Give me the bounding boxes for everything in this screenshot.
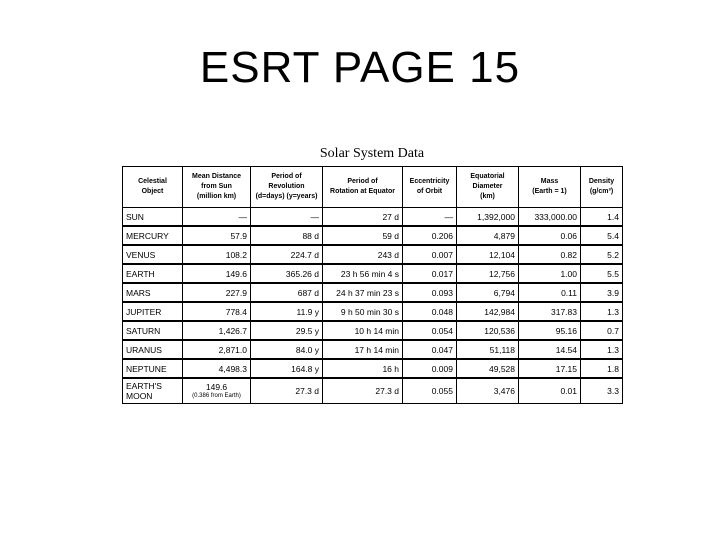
column-header-line-3: (km)	[480, 193, 495, 200]
cell-distance: 4,498.3	[183, 359, 251, 378]
cell-rotation: 27.3 d	[323, 378, 403, 404]
cell-diameter: 12,104	[457, 245, 519, 264]
cell-revolution: 365.26 d	[251, 264, 323, 283]
cell-rotation: 16 h	[323, 359, 403, 378]
column-header-line-2: from Sun	[201, 183, 232, 190]
cell-eccentricity: 0.054	[403, 321, 457, 340]
cell-eccentricity: 0.093	[403, 283, 457, 302]
cell-mass: 333,000.00	[519, 208, 581, 227]
cell-diameter: 3,476	[457, 378, 519, 404]
cell-distance: 149.6	[183, 264, 251, 283]
cell-revolution: —	[251, 208, 323, 227]
table-row	[123, 283, 623, 302]
cell-distance: 57.9	[183, 226, 251, 245]
cell-revolution: 27.3 d	[251, 378, 323, 404]
table-row-earths-moon	[123, 378, 623, 404]
slide-title: ESRT PAGE 15	[199, 43, 521, 92]
column-header-period-of-revolution	[251, 167, 323, 208]
moon-object-label: MOON	[126, 391, 153, 401]
column-header-line-2: Revolution	[268, 183, 305, 190]
cell-distance: 1,426.7	[183, 321, 251, 340]
cell-diameter: 120,536	[457, 321, 519, 340]
cell-mass: 317.83	[519, 302, 581, 321]
cell-rotation: 24 h 37 min 23 s	[323, 283, 403, 302]
cell-distance: —	[183, 208, 251, 227]
cell-diameter: 1,392,000	[457, 208, 519, 227]
cell-distance	[183, 378, 251, 404]
column-header-density	[581, 167, 623, 208]
column-header-line-2: Object	[141, 188, 164, 195]
column-header-line-3: (million km)	[196, 193, 237, 200]
cell-diameter: 49,528	[457, 359, 519, 378]
table-row	[123, 321, 623, 340]
cell-density: 3.9	[581, 283, 623, 302]
column-header-line-1: Celestial	[138, 178, 167, 185]
column-header-line-2: Rotation at Equator	[330, 188, 395, 195]
cell-distance: 227.9	[183, 283, 251, 302]
cell-distance: 778.4	[183, 302, 251, 321]
cell-object: VENUS	[123, 245, 183, 264]
column-header-celestial-object	[123, 167, 183, 208]
column-header-equatorial-diameter	[457, 167, 519, 208]
cell-distance: 108.2	[183, 245, 251, 264]
cell-revolution: 687 d	[251, 283, 323, 302]
column-header-line-2: of Orbit	[416, 188, 443, 195]
column-header-line-3: (d=days) (y=years)	[255, 193, 318, 200]
cell-rotation: 243 d	[323, 245, 403, 264]
column-header-line-1: Density	[588, 178, 615, 185]
column-header-mass	[519, 167, 581, 208]
column-header-line-1: Mean Distance	[191, 173, 242, 180]
column-header-line-2: (Earth = 1)	[532, 188, 567, 195]
cell-eccentricity: 0.007	[403, 245, 457, 264]
cell-eccentricity: 0.055	[403, 378, 457, 404]
cell-revolution: 84.0 y	[251, 340, 323, 359]
cell-density: 1.3	[581, 340, 623, 359]
cell-density: 0.7	[581, 321, 623, 340]
cell-object: SUN	[123, 208, 183, 227]
column-header-line-1: Equatorial	[470, 173, 505, 180]
cell-object	[123, 378, 183, 404]
cell-mass: 17.15	[519, 359, 581, 378]
cell-diameter: 6,794	[457, 283, 519, 302]
cell-rotation: 9 h 50 min 30 s	[323, 302, 403, 321]
table-caption: Solar System Data	[319, 146, 425, 161]
column-header-line-1: Mass	[540, 178, 559, 185]
cell-eccentricity: 0.047	[403, 340, 457, 359]
cell-rotation: 23 h 56 min 4 s	[323, 264, 403, 283]
cell-object: MERCURY	[123, 226, 183, 245]
table-row	[123, 340, 623, 359]
cell-object: EARTH	[123, 264, 183, 283]
table-row	[123, 264, 623, 283]
cell-density: 5.2	[581, 245, 623, 264]
cell-revolution: 29.5 y	[251, 321, 323, 340]
cell-object: NEPTUNE	[123, 359, 183, 378]
cell-object: JUPITER	[123, 302, 183, 321]
cell-diameter: 142,984	[457, 302, 519, 321]
solar-system-data-table	[122, 166, 623, 404]
cell-density: 5.5	[581, 264, 623, 283]
cell-eccentricity: 0.206	[403, 226, 457, 245]
cell-density: 1.8	[581, 359, 623, 378]
cell-rotation: 17 h 14 min	[323, 340, 403, 359]
cell-eccentricity: 0.009	[403, 359, 457, 378]
cell-density: 3.3	[581, 378, 623, 404]
cell-revolution: 164.8 y	[251, 359, 323, 378]
cell-mass: 1.00	[519, 264, 581, 283]
cell-mass: 0.11	[519, 283, 581, 302]
cell-object: MARS	[123, 283, 183, 302]
moon-distance-note: (0.386 from Earth)	[192, 393, 241, 399]
cell-diameter: 12,756	[457, 264, 519, 283]
cell-revolution: 224.7 d	[251, 245, 323, 264]
column-header-mean-distance	[183, 167, 251, 208]
table-row	[123, 245, 623, 264]
cell-mass: 95.16	[519, 321, 581, 340]
cell-diameter: 51,118	[457, 340, 519, 359]
cell-density: 1.3	[581, 302, 623, 321]
cell-object: URANUS	[123, 340, 183, 359]
column-header-eccentricity	[403, 167, 457, 208]
cell-rotation: 10 h 14 min	[323, 321, 403, 340]
column-header-line-2: (g/cm³)	[589, 188, 614, 195]
table-row	[123, 359, 623, 378]
cell-object: SATURN	[123, 321, 183, 340]
cell-mass: 0.01	[519, 378, 581, 404]
column-header-line-1: Period of	[347, 178, 378, 185]
cell-diameter: 4,879	[457, 226, 519, 245]
cell-mass: 0.82	[519, 245, 581, 264]
header-row	[123, 167, 623, 208]
column-header-line-1: Period of	[271, 173, 302, 180]
cell-density: 1.4	[581, 208, 623, 227]
cell-rotation: 27 d	[323, 208, 403, 227]
cell-rotation: 59 d	[323, 226, 403, 245]
table-row	[123, 226, 623, 245]
column-header-line-1: Eccentricity	[409, 178, 450, 185]
cell-mass: 14.54	[519, 340, 581, 359]
cell-eccentricity: 0.048	[403, 302, 457, 321]
cell-eccentricity: —	[403, 208, 457, 227]
cell-mass: 0.06	[519, 226, 581, 245]
column-header-line-2: Diameter	[472, 183, 503, 190]
moon-distance-value: 149.6	[205, 382, 228, 392]
cell-revolution: 88 d	[251, 226, 323, 245]
table-row	[123, 208, 623, 227]
cell-revolution: 11.9 y	[251, 302, 323, 321]
table-body	[123, 208, 623, 404]
column-header-period-of-rotation	[323, 167, 403, 208]
cell-density: 5.4	[581, 226, 623, 245]
cell-eccentricity: 0.017	[403, 264, 457, 283]
table-row	[123, 302, 623, 321]
moon-object-label: EARTH'S	[126, 381, 162, 391]
cell-distance: 2,871.0	[183, 340, 251, 359]
